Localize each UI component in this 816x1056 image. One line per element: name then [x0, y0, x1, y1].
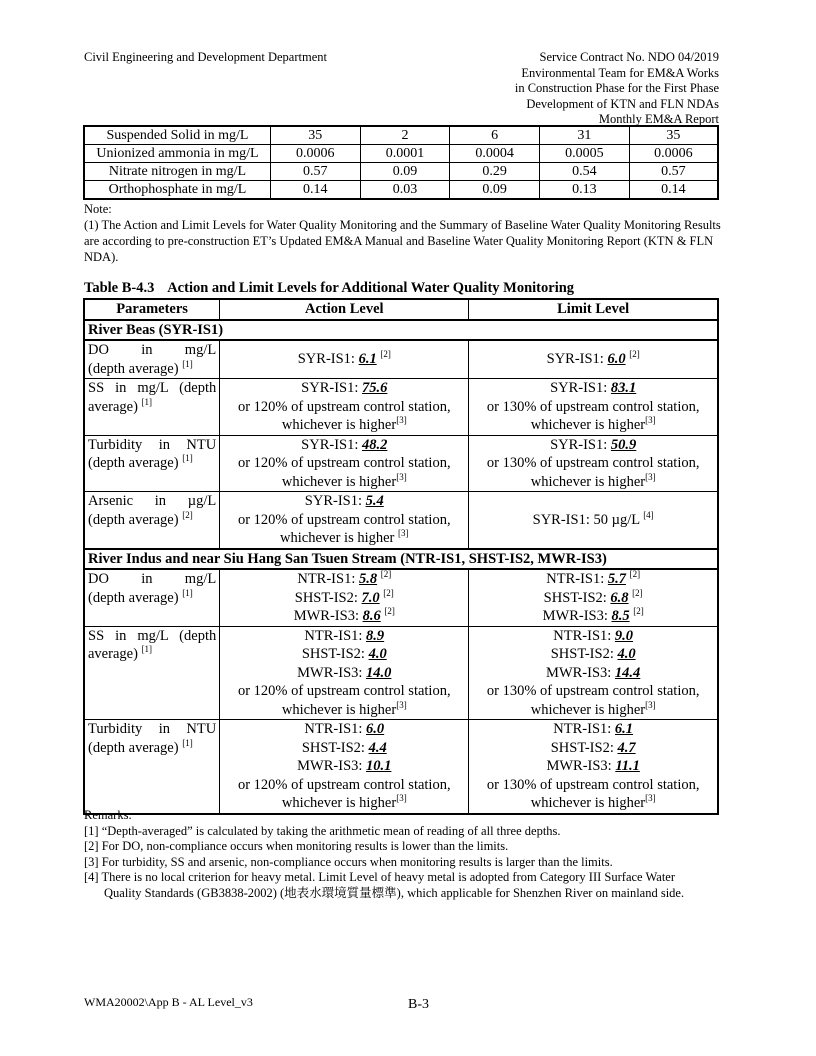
- header-line: in Construction Phase for the First Phase: [514, 81, 719, 95]
- value-cell: 0.0004: [450, 145, 540, 163]
- section-row: [84, 549, 718, 570]
- header-contract-info: [515, 50, 719, 128]
- table-row: [84, 626, 718, 720]
- table-row: [84, 340, 718, 379]
- note-title: Note:: [84, 202, 112, 216]
- param-line: Arsenic in µg/L: [88, 493, 217, 509]
- remark-item: [2] For DO, non-compliance occurs when monitoring results is lower than the limits.: [84, 839, 509, 853]
- parameter-cell: [84, 340, 220, 379]
- table-row: [84, 379, 718, 436]
- table-row: [84, 569, 718, 626]
- header-line: Environmental Team for EM&A Works: [521, 65, 719, 80]
- table-header-row: [84, 299, 718, 320]
- value-cell: 0.0001: [360, 145, 450, 163]
- param-line: average) [1]: [88, 644, 153, 662]
- table-row: [84, 163, 718, 181]
- caption-title: Action and Limit Levels for Additional Water Quality Monitoring: [167, 280, 575, 296]
- caption-number: Table B-4.3: [84, 280, 155, 296]
- param-line: SS in mg/L (depth: [88, 380, 217, 396]
- value-cell: 0.14: [270, 181, 360, 200]
- value-cell: 0.0005: [540, 145, 630, 163]
- header-limit-level: Limit Level: [469, 299, 718, 320]
- remarks: [84, 808, 724, 901]
- value-cell: 0.57: [270, 163, 360, 181]
- limit-cell: SYR-IS1: 83.1 or 130% of upstream control station, whichever is higher[3]: [469, 379, 718, 436]
- table-row: [84, 181, 718, 200]
- remarks-title: Remarks:: [84, 808, 132, 822]
- value-cell: 0.09: [450, 181, 540, 200]
- value-cell: 35: [270, 126, 360, 145]
- table-note: [84, 201, 724, 265]
- remark-item-continued: Quality Standards (GB3838-2002) (地表水環境質量標準), which applicable for Shenzhen River on mainland side.: [104, 885, 685, 900]
- table-row: [84, 720, 718, 814]
- page-number: B-3: [408, 997, 429, 1012]
- value-cell: 6: [450, 126, 540, 145]
- action-cell: SYR-IS1: 48.2 or 120% of upstream control station, whichever is higher[3]: [220, 435, 469, 492]
- value-cell: 0.57: [629, 163, 718, 181]
- footer-file-ref: WMA20002\App B - AL Level_v3: [84, 995, 253, 1009]
- parameter-cell: Unionized ammonia in mg/L: [84, 145, 270, 163]
- value-cell: 35: [629, 126, 718, 145]
- parameter-cell: [84, 379, 220, 436]
- limit-cell: SYR-IS1: 50 µg/L [4]: [469, 492, 718, 549]
- parameter-cell: [84, 492, 220, 549]
- value-cell: 0.14: [629, 181, 718, 200]
- value-cell: 2: [360, 126, 450, 145]
- limit-cell: NTR-IS1: 5.7 [2] SHST-IS2: 6.8 [2] MWR-IS3: 8.5 [2]: [469, 569, 718, 626]
- action-limit-table: [83, 298, 719, 815]
- remark-item: [3] For turbidity, SS and arsenic, non-compliance occurs when monitoring results is larger than the limits.: [84, 854, 613, 869]
- parameter-cell: Orthophosphate in mg/L: [84, 181, 270, 200]
- parameter-cell: [84, 720, 220, 814]
- value-cell: 0.0006: [629, 145, 718, 163]
- parameter-cell: Nitrate nitrogen in mg/L: [84, 163, 270, 181]
- action-cell: NTR-IS1: 8.9 SHST-IS2: 4.0 MWR-IS3: 14.0 or 120% of upstream control station, whichever is higher[3]: [220, 626, 469, 720]
- parameter-cell: [84, 569, 220, 626]
- header-department: Civil Engineering and Development Department: [84, 50, 327, 64]
- header-line: Monthly EM&A Report: [598, 112, 719, 126]
- value-cell: 31: [540, 126, 630, 145]
- param-line: Turbidity in NTU: [88, 436, 217, 453]
- param-line: DO in mg/L: [88, 571, 217, 587]
- remark-item: [4] There is no local criterion for heavy metal. Limit Level of heavy metal is adopted from Category III Surface Water: [84, 870, 676, 884]
- remark-item: [1] “Depth-averaged” is calculated by taking the arithmetic mean of reading of all three depths.: [84, 823, 561, 838]
- limit-cell: NTR-IS1: 9.0 SHST-IS2: 4.0 MWR-IS3: 14.4 or 130% of upstream control station, whichever is higher[3]: [469, 626, 718, 720]
- table-caption: [84, 280, 574, 297]
- header-parameters: Parameters: [84, 299, 220, 320]
- value-cell: 0.29: [450, 163, 540, 181]
- section-title: River Beas (SYR-IS1): [84, 320, 718, 341]
- param-line: (depth average) [2]: [88, 509, 193, 528]
- limit-cell: SYR-IS1: 50.9 or 130% of upstream control station, whichever is higher[3]: [469, 435, 718, 492]
- table-row: [84, 435, 718, 492]
- table-row: [84, 126, 718, 145]
- table-row: [84, 145, 718, 163]
- param-line: (depth average) [1]: [88, 453, 193, 471]
- param-line: average) [1]: [88, 396, 153, 415]
- action-cell: SYR-IS1: 75.6 or 120% of upstream control station, whichever is higher[3]: [220, 379, 469, 436]
- param-line: SS in mg/L (depth: [88, 627, 217, 644]
- parameter-cell: Suspended Solid in mg/L: [84, 126, 270, 145]
- action-cell: SYR-IS1: 6.1 [2]: [220, 340, 469, 379]
- header-line: Development of KTN and FLN NDAs: [526, 96, 719, 111]
- param-line: (depth average) [1]: [88, 358, 193, 377]
- value-cell: 0.0006: [270, 145, 360, 163]
- param-line: (depth average) [1]: [88, 737, 193, 756]
- baseline-table: [83, 125, 719, 200]
- param-line: DO in mg/L: [88, 342, 217, 358]
- value-cell: 0.54: [540, 163, 630, 181]
- value-cell: 0.09: [360, 163, 450, 181]
- value-cell: 0.13: [540, 181, 630, 200]
- header-action-level: Action Level: [220, 299, 469, 320]
- limit-cell: SYR-IS1: 6.0 [2]: [469, 340, 718, 379]
- header-line: Service Contract No. NDO 04/2019: [539, 50, 719, 64]
- value-cell: 0.03: [360, 181, 450, 200]
- note-text: (1) The Action and Limit Levels for Water Quality Monitoring and the Summary of Baseline Water Quality Monitoring Results are according to pre-construction ET’s Updated EM&A Manual and Baseline Water Quality Monitoring Report (KTN & FLN NDA).: [84, 218, 721, 264]
- action-cell: NTR-IS1: 6.0 SHST-IS2: 4.4 MWR-IS3: 10.1 or 120% of upstream control station, whichever is higher[3]: [220, 720, 469, 814]
- table-row: [84, 492, 718, 549]
- section-title: River Indus and near Siu Hang San Tsuen Stream (NTR-IS1, SHST-IS2, MWR-IS3): [84, 549, 718, 570]
- section-row: [84, 320, 718, 341]
- action-cell: NTR-IS1: 5.8 [2] SHST-IS2: 7.0 [2] MWR-IS3: 8.6 [2]: [220, 569, 469, 626]
- param-line: Turbidity in NTU: [88, 721, 217, 737]
- parameter-cell: [84, 435, 220, 492]
- parameter-cell: [84, 626, 220, 720]
- action-cell: SYR-IS1: 5.4 or 120% of upstream control station, whichever is higher [3]: [220, 492, 469, 549]
- param-line: (depth average) [1]: [88, 587, 193, 606]
- limit-cell: NTR-IS1: 6.1 SHST-IS2: 4.7 MWR-IS3: 11.1 or 130% of upstream control station, whichever is higher[3]: [469, 720, 718, 814]
